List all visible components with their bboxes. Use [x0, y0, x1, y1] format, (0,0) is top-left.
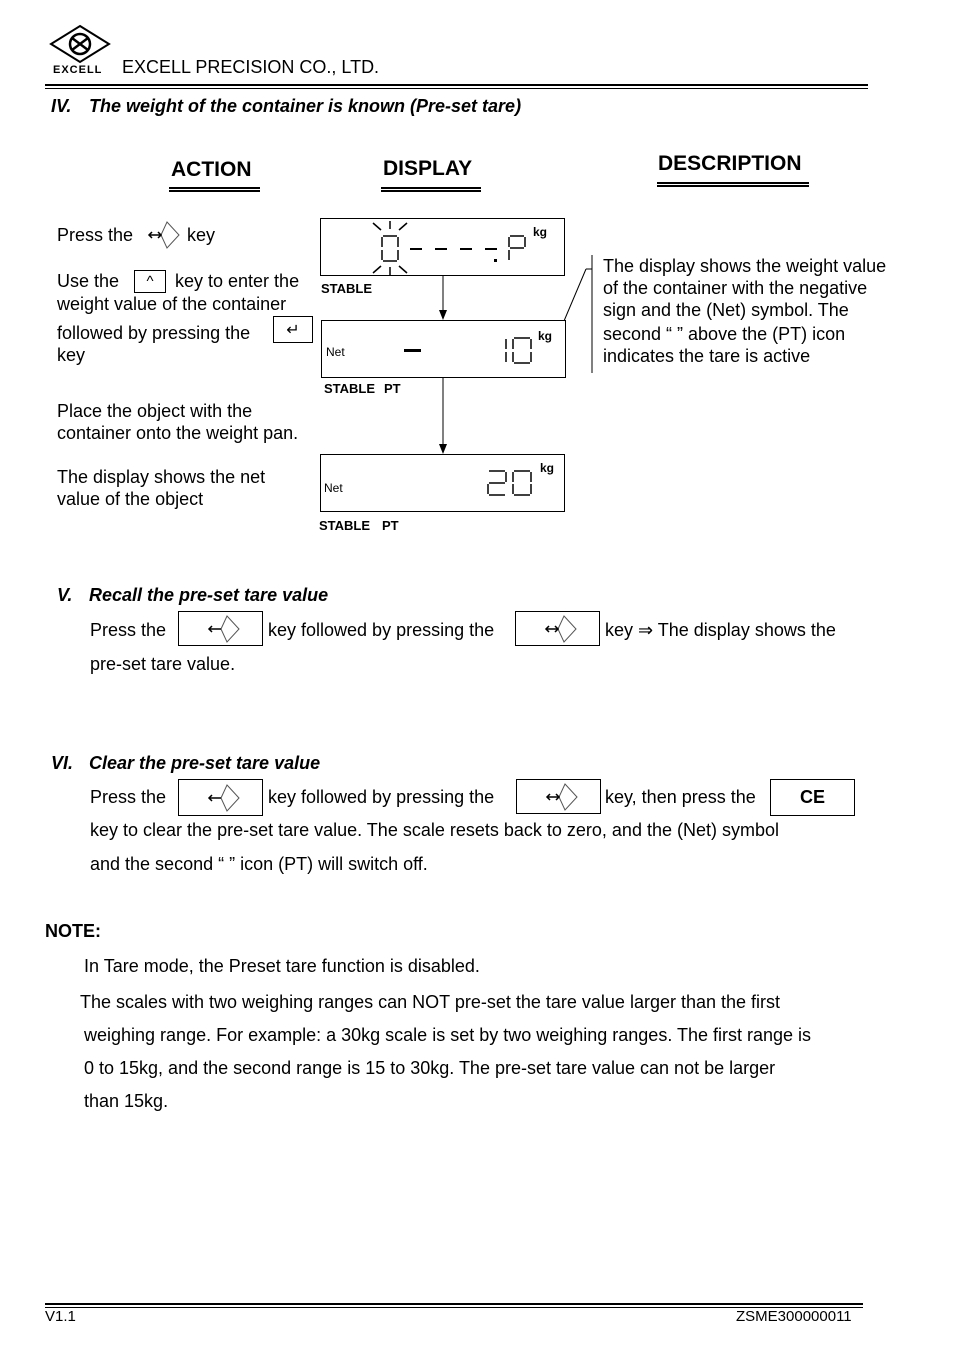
lcd-display-3	[320, 454, 565, 512]
logo-text: EXCELL	[53, 64, 103, 76]
enter-icon: ↵	[286, 321, 300, 339]
lcd3-stable-label: STABLE	[319, 518, 371, 533]
double-arrow-diamond-icon	[539, 782, 579, 812]
column-heading-display: DISPLAY	[383, 157, 473, 180]
header-rule	[45, 84, 868, 86]
arrow-down-icon	[436, 276, 450, 320]
section-vi-line2: key to clear the pre-set tare value. The scale resets back to zero, and the (Net) symbol	[90, 820, 779, 840]
section-v-number: V.	[57, 585, 73, 605]
display-underline	[381, 187, 481, 192]
company-logo	[47, 24, 113, 78]
note-paragraph-2-line2: weighing range. For example: a 30kg scale is set by two weighing ranges. The first range is	[84, 1025, 812, 1045]
left-arrow-diamond-icon	[201, 783, 241, 813]
enter-key	[273, 316, 313, 343]
shift-key	[515, 611, 600, 646]
description-underline	[657, 182, 809, 187]
double-arrow-diamond-icon	[538, 614, 578, 644]
column-heading-action: ACTION	[171, 158, 252, 181]
ce-key-label: CE	[799, 787, 825, 807]
step2-line1-post: key to enter the	[175, 271, 300, 291]
note-paragraph-2-line4: than 15kg.	[84, 1091, 169, 1111]
step4-line1: The display shows the net	[57, 467, 266, 487]
lcd1-stable-label: STABLE	[321, 281, 373, 296]
section-vi-end: key, then press the	[605, 787, 756, 807]
lcd3-pt-label: PT	[382, 518, 399, 533]
note-heading: NOTE:	[45, 921, 101, 941]
footer-rule	[45, 1303, 863, 1305]
lcd2-pt-label: PT	[384, 381, 401, 396]
section-iv-number: IV.	[51, 96, 72, 116]
tare-key	[178, 611, 263, 646]
section-v-title: Recall the pre-set tare value	[89, 585, 329, 605]
section-vi-number: VI.	[51, 753, 74, 773]
lcd3-unit: kg	[540, 461, 555, 475]
section-vi-title: Clear the pre-set tare value	[89, 753, 321, 773]
tare-key	[178, 779, 263, 816]
lcd1-unit: kg	[533, 225, 548, 239]
section-iv-title: The weight of the container is known (Pre-set tare)	[89, 96, 522, 116]
lcd2-net-label: Net	[326, 345, 345, 359]
up-arrow-icon: ^	[146, 273, 154, 290]
section-v-end: key ⇒ The display shows the	[605, 620, 836, 640]
step2-line3: followed by pressing the	[57, 323, 251, 343]
note-paragraph-2-line3: 0 to 15kg, and the second range is 15 to 30kg. The pre-set tare value can not be larger	[84, 1058, 776, 1078]
shift-key	[516, 779, 601, 814]
lcd-digits-10	[322, 321, 565, 377]
lcd2-stable-label: STABLE	[324, 381, 376, 396]
column-heading-description: DESCRIPTION	[658, 152, 802, 175]
description-line2: of the container with the negative	[603, 278, 868, 298]
section-vi-line3: and the second “ ” icon (PT) will switch off.	[90, 854, 428, 874]
action-underline	[169, 187, 260, 192]
section-v-line2: pre-set tare value.	[90, 654, 236, 674]
shift-key-icon	[145, 220, 181, 250]
lcd3-net-label: Net	[324, 481, 343, 495]
step2-line1-pre: Use the	[57, 271, 120, 291]
lcd-display-2	[321, 320, 566, 378]
lcd-display-1	[320, 218, 565, 276]
section-vi-mid: key followed by pressing the	[268, 787, 495, 807]
step4-line2: value of the object	[57, 489, 204, 509]
step2-line2: weight value of the container	[57, 294, 287, 314]
section-v-press: Press the	[90, 620, 167, 640]
description-line5: indicates the tare is active	[603, 346, 811, 366]
lcd-digits-0-dashes-p	[321, 219, 564, 275]
description-line4: second “ ” above the (PT) icon	[603, 324, 846, 344]
step3-line1: Place the object with the	[57, 401, 253, 421]
header-rule-thin	[45, 88, 868, 89]
note-paragraph-1: In Tare mode, the Preset tare function is disabled.	[84, 956, 480, 976]
footer-version: V1.1	[45, 1308, 76, 1325]
lcd2-unit: kg	[538, 329, 553, 343]
step3-line2: container onto the weight pan.	[57, 423, 299, 443]
up-key	[134, 270, 166, 293]
section-vi-press: Press the	[90, 787, 167, 807]
footer-doc-id: ZSME300000011	[736, 1308, 852, 1325]
left-arrow-diamond-icon	[201, 614, 241, 644]
ce-key	[770, 779, 855, 816]
callout-bracket	[562, 255, 598, 375]
step2-line4: key	[57, 345, 86, 365]
step1-text-pre: Press the	[57, 225, 134, 245]
company-name: EXCELL PRECISION CO., LTD.	[122, 57, 380, 77]
step1-text-post: key	[187, 225, 216, 245]
note-paragraph-2-line1: The scales with two weighing ranges can NOT pre-set the tare value larger than the first	[80, 992, 781, 1012]
section-v-mid: key followed by pressing the	[268, 620, 495, 640]
description-line3: sign and the (Net) symbol. The	[603, 300, 849, 320]
lcd-digits-20	[321, 455, 564, 511]
arrow-down-icon	[436, 378, 450, 454]
description-line1: The display shows the weight value	[603, 256, 887, 276]
